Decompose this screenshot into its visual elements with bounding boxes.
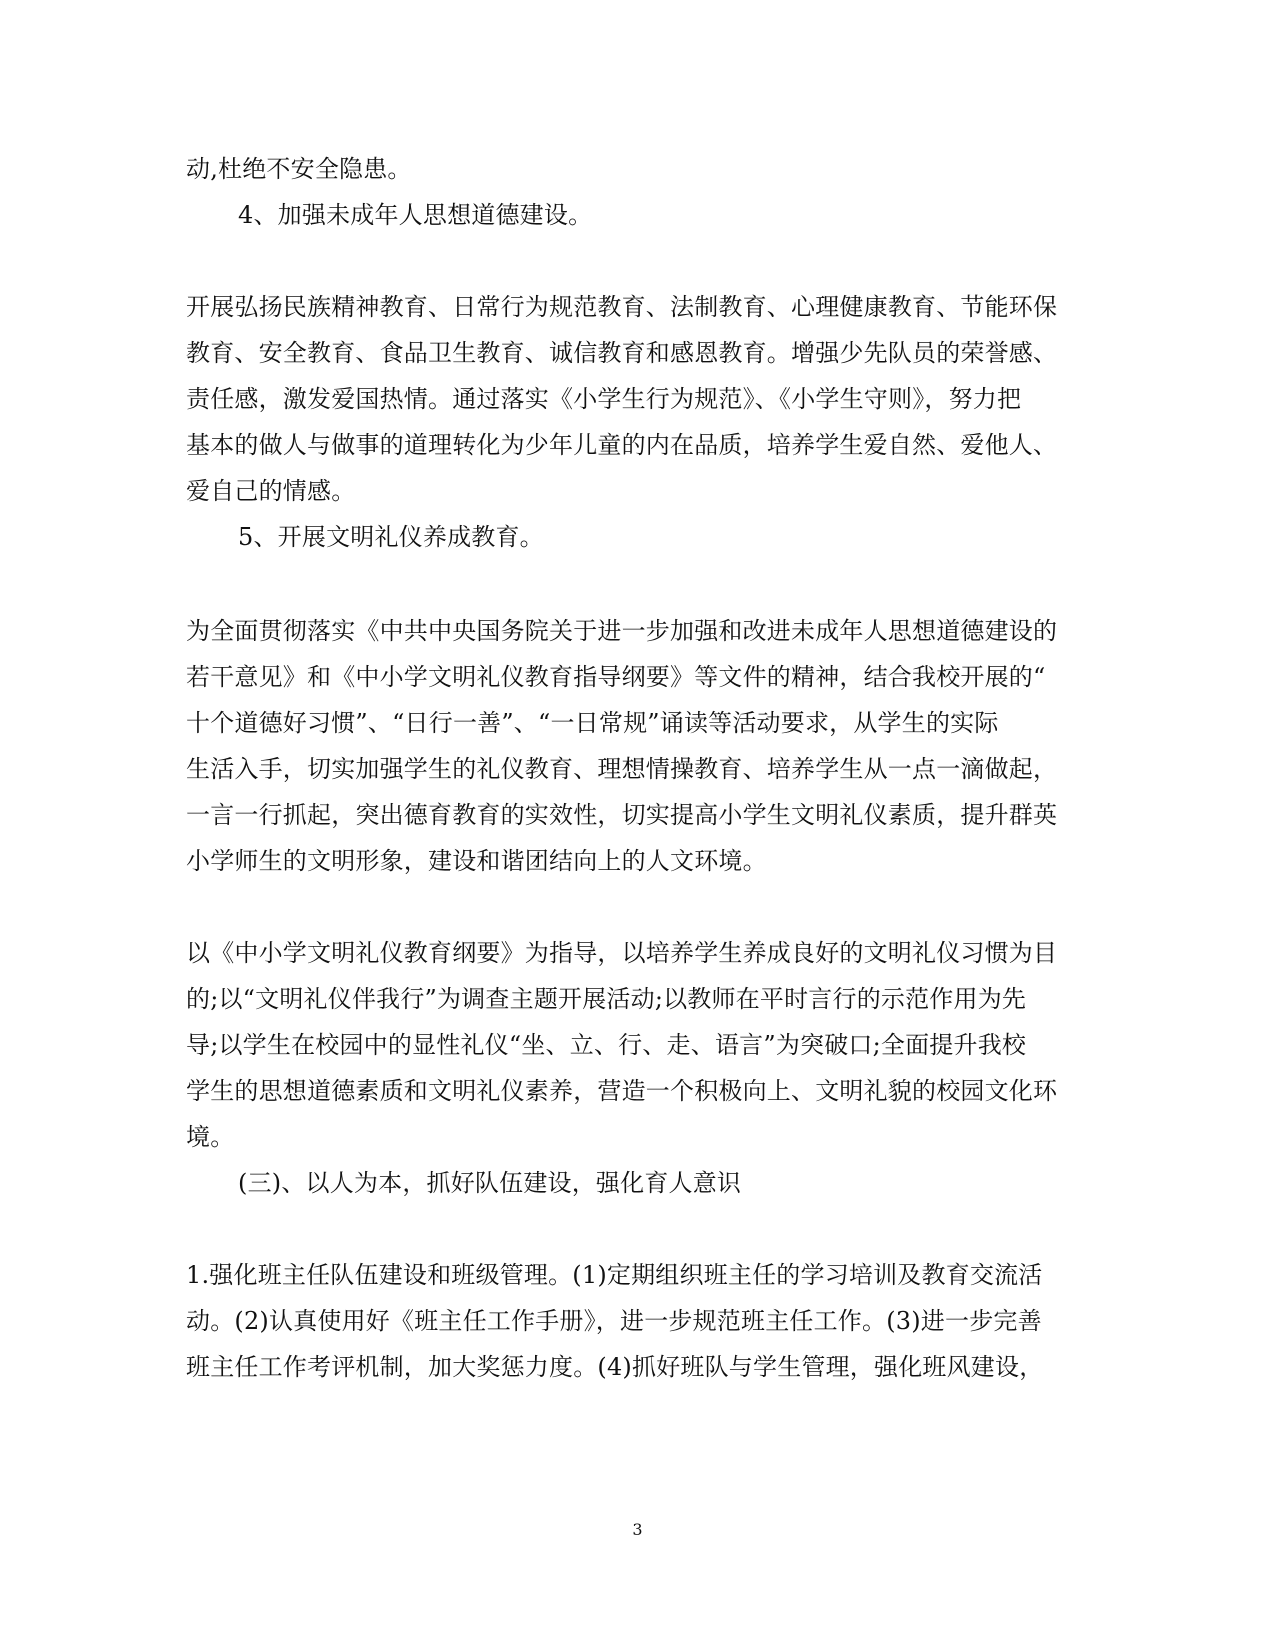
body-text-line: 动。(2)认真使用好《班主任工作手册》，进一步规范班主任工作。(3)进一步完善 xyxy=(186,1307,1042,1335)
body-text-line: 开展弘扬民族精神教育、日常行为规范教育、法制教育、心理健康教育、节能环保 xyxy=(186,293,1058,321)
body-text-line: 导;以学生在校园中的显性礼仪“坐、立、行、走、语言”为突破口;全面提升我校 xyxy=(186,1031,1027,1059)
body-text-line: 若干意见》和《中小学文明礼仪教育指导纲要》等文件的精神，结合我校开展的“ xyxy=(186,663,1046,691)
section-heading: 5、开展文明礼仪养成教育。 xyxy=(238,523,544,551)
section-heading: (三)、以人为本，抓好队伍建设，强化育人意识 xyxy=(238,1169,742,1197)
page-number: 3 xyxy=(632,1520,643,1539)
body-text-line: 十个道德好习惯”、“日行一善”、“一日常规”诵读等活动要求，从学生的实际 xyxy=(186,709,999,737)
body-text-line: 以《中小学文明礼仪教育纲要》为指导，以培养学生养成良好的文明礼仪习惯为目 xyxy=(186,939,1058,967)
body-text-line: 教育、安全教育、食品卫生教育、诚信教育和感恩教育。增强少先队员的荣誉感、 xyxy=(186,339,1058,367)
body-text-line: 境。 xyxy=(186,1123,235,1151)
body-text-line: 学生的思想道德素质和文明礼仪素养，营造一个积极向上、文明礼貌的校园文化环 xyxy=(186,1077,1058,1105)
section-heading: 4、加强未成年人思想道德建设。 xyxy=(238,201,593,229)
body-text-line: 班主任工作考评机制，加大奖惩力度。(4)抓好班队与学生管理，强化班风建设， xyxy=(186,1353,1044,1381)
body-text-line: 小学师生的文明形象，建设和谐团结向上的人文环境。 xyxy=(186,847,767,875)
body-text-line: 一言一行抓起，突出德育教育的实效性，切实提高小学生文明礼仪素质，提升群英 xyxy=(186,801,1058,829)
body-text-line: 为全面贯彻落实《中共中央国务院关于进一步加强和改进未成年人思想道德建设的 xyxy=(186,617,1058,645)
body-text-line: 爱自己的情感。 xyxy=(186,477,356,505)
body-text-line: 基本的做人与做事的道理转化为少年儿童的内在品质，培养学生爱自然、爱他人、 xyxy=(186,431,1058,459)
body-text-line: 动,杜绝不安全隐患。 xyxy=(186,155,412,183)
body-text-line: 的;以“文明礼仪伴我行”为调查主题开展活动;以教师在平时言行的示范作用为先 xyxy=(186,985,1027,1013)
body-text-line: 生活入手，切实加强学生的礼仪教育、理想情操教育、培养学生从一点一滴做起， xyxy=(186,755,1058,783)
body-text-line: 责任感，激发爱国热情。通过落实《小学生行为规范》、《小学生守则》，努力把 xyxy=(186,385,1022,413)
body-text-line: 1.强化班主任队伍建设和班级管理。(1)定期组织班主任的学习培训及教育交流活 xyxy=(186,1261,1043,1289)
